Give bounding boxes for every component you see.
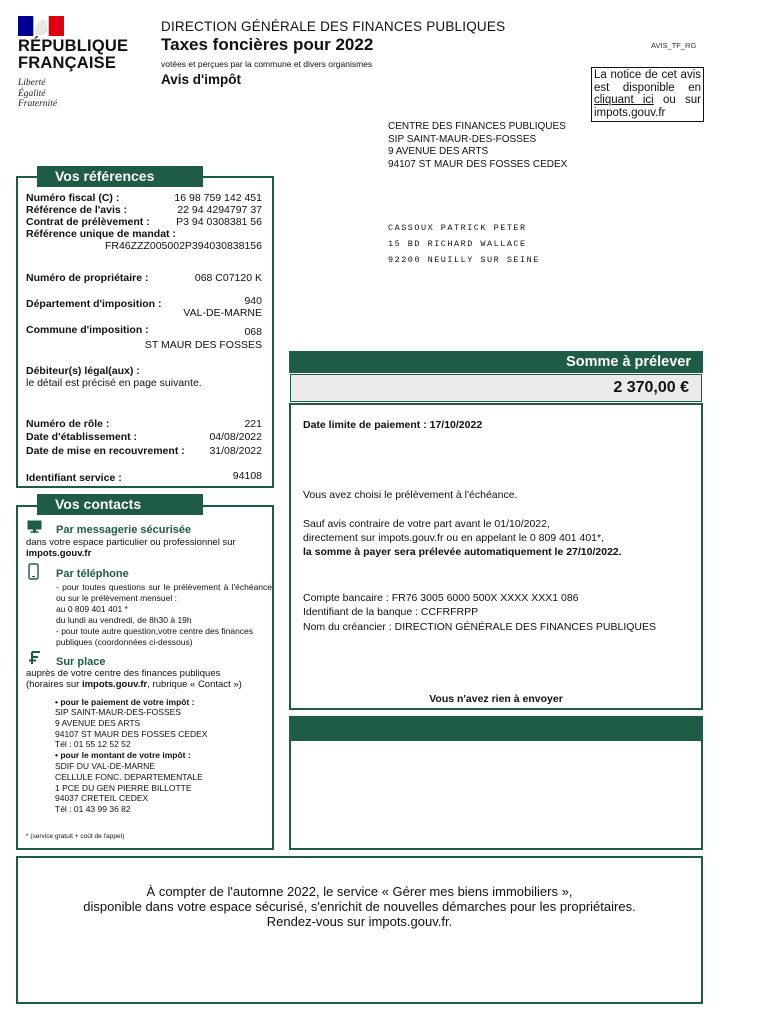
marianne-logo (14, 14, 130, 110)
ref-avis: 22 94 4294797 37 (177, 204, 262, 216)
payment-contact-lines (55, 707, 207, 750)
fiscal-number-label: Numéro fiscal (C) : (26, 192, 120, 204)
payment-contact-line: Tél : 01 55 12 52 52 (55, 739, 131, 750)
phone-number: au 0 809 401 401 * (56, 604, 128, 614)
payment-contact-line: SIP SAINT-MAUR-DES-FOSSES (55, 707, 181, 717)
doc-type: Avis d'impôt (161, 72, 241, 87)
phone-line-4: - pour toute autre question,votre centre des finances publiques (coordonnées ci-dessous) (56, 626, 254, 647)
bank-identifier: Identifiant de la banque : CCFRFRPP (303, 606, 479, 618)
flag-icon (18, 16, 64, 36)
notice-text-1: La notice de cet avis est disponible en (594, 69, 701, 94)
debiteurs-text: le détail est précisé en page suivante. (26, 377, 202, 389)
centre-address (388, 121, 567, 171)
creditor-name: Nom du créancier : DIRECTION GÉNÉRALE DES FINANCES PUBLIQUES (303, 621, 657, 633)
devise-liberte: Liberté (18, 78, 46, 88)
notice-text-2: ou sur impots.gouv.fr (594, 94, 702, 119)
info-panel (16, 856, 703, 1004)
info-line: Rendez-vous sur impots.gouv.fr. (266, 914, 453, 929)
on-site-text-1: auprès de votre centre des finances publiques (26, 668, 221, 679)
amount-contact-line: 1 PCE DU GEN PIERRE BILLOTTE (55, 782, 192, 793)
info-line: À compter de l'automne 2022, le service « Gérer mes biens immobiliers », (146, 884, 573, 899)
recipient-line: 92200 NEUILLY SUR SEINE (388, 255, 540, 265)
payment-contact-line: 9 AVENUE DES ARTS (55, 717, 141, 728)
centre-line: SIP SAINT-MAUR-DES-FOSSES (388, 133, 537, 145)
amount-contact-title: • pour le montant de votre impôt : (55, 750, 191, 760)
amount-contact-title-text: pour le montant de votre impôt : (60, 750, 191, 760)
on-site-title: Sur place (56, 656, 106, 668)
proprietaire: 068 C07120 K (194, 272, 262, 284)
doc-code: AVIS_TF_RG (651, 41, 697, 50)
role: 221 (244, 418, 262, 430)
phone-hours: du lundi au vendredi, de 8h30 à 19h (56, 615, 192, 625)
etablissement: 04/08/2022 (209, 431, 262, 443)
etablissement-label: Date d'établissement : (26, 431, 138, 443)
direction-title: DIRECTION GÉNÉRALE DES FINANCES PUBLIQUES (161, 19, 506, 34)
nothing-to-send: Vous n'avez rien à envoyer (429, 693, 563, 705)
departement-code: 940 (244, 295, 262, 307)
centre-line: 94107 ST MAUR DES FOSSES CEDEX (388, 158, 568, 170)
recipient-line: 15 BD RICHARD WALLACE (388, 239, 527, 249)
ref-avis-label: Référence de l'avis : (26, 204, 128, 216)
amount-contact-line: 94037 CRETEIL CEDEX (55, 793, 149, 804)
recipient-address (388, 220, 540, 268)
departement-label: Département d'imposition : (26, 298, 162, 310)
references-heading: Vos références (37, 166, 203, 187)
devise-fraternite: Fraternité (18, 99, 58, 109)
payment-notice-2: directement sur impots.gouv.fr ou en appelant le 0 809 401 401*, (303, 532, 604, 544)
commune-code: 068 (244, 326, 262, 338)
proprietaire-label: Numéro de propriétaire : (26, 272, 149, 284)
role-label: Numéro de rôle : (26, 418, 110, 430)
centre-line: CENTRE DES FINANCES PUBLIQUES (388, 121, 566, 132)
fiscal-number: 16 98 759 142 451 (174, 192, 262, 204)
currency-icon (28, 651, 42, 665)
payment-amount: 2 370,00 € (290, 374, 702, 402)
on-site-text-2 (26, 679, 242, 690)
service: 94108 (232, 470, 262, 482)
contacts-heading: Vos contacts (37, 494, 203, 515)
info-line: disponible dans votre espace sécurisé, s'enrichit de nouvelles démarches pour les propriétaires. (83, 899, 636, 914)
bank-account: Compte bancaire : FR76 3005 6000 500X XXXX XXX1 086 (303, 592, 579, 604)
payment-contact-line: 94107 ST MAUR DES FOSSES CEDEX (55, 728, 208, 739)
republique-line2: FRANÇAISE (18, 54, 117, 72)
devise-egalite: Égalité (18, 88, 46, 99)
payment-notice-1: Sauf avis contraire de votre part avant le 01/10/2022, (303, 518, 550, 530)
phone-line-1: - pour toutes questions sur le prélèvement à l'échéance ou sur le prélèvement mensuel : (56, 582, 272, 603)
amount-contact-line: SDIF DU VAL-DE-MARNE (55, 761, 155, 771)
payment-heading: Somme à prélever (289, 351, 703, 373)
payment-deadline: Date limite de paiement : 17/10/2022 (303, 419, 483, 431)
debiteurs-label: Débiteur(s) légal(aux) : (26, 365, 140, 377)
secondary-heading-bar (289, 716, 703, 739)
republique-line1: RÉPUBLIQUE (18, 37, 129, 55)
recouvrement: 31/08/2022 (209, 445, 262, 457)
messaging-title: Par messagerie sécurisée (56, 524, 192, 536)
mandat-label: Référence unique de mandat : (26, 228, 176, 240)
payment-contact-title-text: pour le paiement de votre impôt : (60, 697, 195, 707)
computer-icon (27, 520, 42, 533)
phone-title: Par téléphone (56, 568, 129, 580)
mandat: FR46ZZZ005002P394030838156 (104, 240, 262, 252)
service-label: Identifiant service : (26, 472, 122, 484)
departement-nom: VAL-DE-MARNE (183, 307, 262, 319)
contrat-label: Contrat de prélèvement : (26, 216, 150, 228)
on-site-text-prefix: (horaires sur (26, 679, 82, 690)
amount-contact-line: CELLULE FONC. DEPARTEMENTALE (55, 771, 203, 782)
phone-icon (28, 563, 39, 580)
notice-link[interactable]: cliquant ici (594, 94, 654, 106)
recipient-line: CASSOUX PATRICK PETER (388, 223, 527, 233)
on-site-link[interactable]: impots.gouv.fr (81, 679, 148, 690)
secondary-panel (289, 739, 703, 850)
payment-notice-3: la somme à payer sera prélevée automatiquement le 27/10/2022. (303, 546, 622, 558)
footnote: * (service gratuit + coût de l'appel) (26, 833, 125, 840)
amount-contact-lines (55, 761, 203, 815)
messaging-link[interactable]: impots.gouv.fr (26, 548, 92, 559)
page-title: Taxes foncières pour 2022 (161, 35, 374, 54)
messaging-text: dans votre espace particulier ou professionnel sur (26, 537, 236, 548)
payment-choice: Vous avez choisi le prélèvement à l'échéance. (303, 489, 518, 501)
payment-contact-title: • pour le paiement de votre impôt : (55, 697, 195, 707)
recouvrement-label: Date de mise en recouvrement : (26, 445, 185, 457)
centre-line: 9 AVENUE DES ARTS (388, 146, 489, 157)
commune-nom: ST MAUR DES FOSSES (144, 339, 262, 351)
amount-contact-line: Tél : 01 43 99 36 82 (55, 804, 131, 815)
page-subtitle: votées et perçues par la commune et divers organismes (161, 59, 373, 69)
contrat: P3 94 0308381 56 (176, 216, 262, 228)
info-text (16, 884, 703, 929)
notice-box (591, 67, 704, 122)
commune-label: Commune d'imposition : (26, 324, 149, 336)
on-site-text-suffix: , rubrique « Contact ») (147, 679, 242, 690)
